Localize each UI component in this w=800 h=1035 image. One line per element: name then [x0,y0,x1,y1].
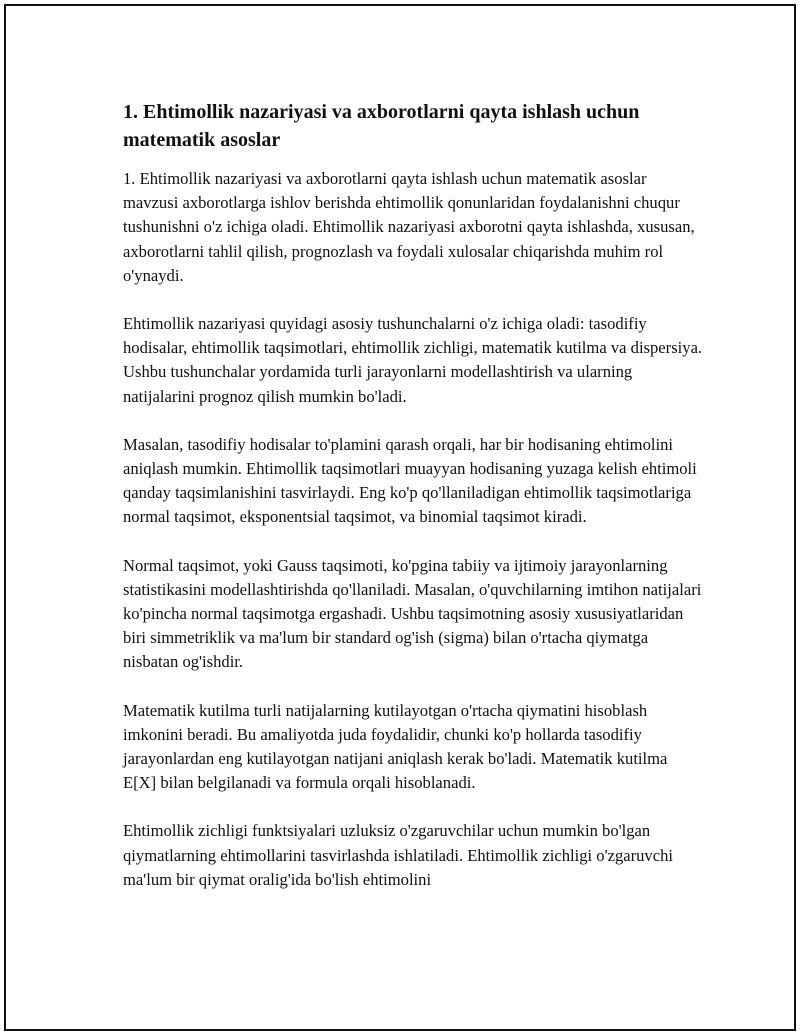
paragraph-random-events: Masalan, tasodifiy hodisalar to'plamini qarash orqali, har bir hodisaning ehtimolini aniqlash mumkin. Ehtimollik taqsimotlari muayyan hodisaning yuzaga kelish ehtimoli qanday taqsimlanishini tasvirlaydi. Eng ko'p qo'llaniladigan ehtimollik taqsimotlariga normal taqsimot, eksponentsial taqsimot, va binomial taqsimot kiradi. [123,434,697,527]
paragraph-introduction: 1. Ehtimollik nazariyasi va axborotlarni qayta ishlash uchun matematik asoslar mavzusi axborotlarga ishlov berishda ehtimollik qonunlaridan foydalanishni chuqur tushunishni o'z ichiga oladi. Ehtimollik nazariyasi axborotni qayta ishlashda, xususan, axborotlarni tahlil qilish, prognozlash va foydali xulosalar chiqarishda muhim rol o'ynaydi. [123,169,695,285]
document-title: 1. Ehtimollik nazariyasi va axborotlarni qayta ishlash uchun matematik asoslar [123,101,640,151]
page-frame [4,4,796,1031]
paragraph-normal-distribution: Normal taqsimot, yoki Gauss taqsimoti, ko'pgina tabiiy va ijtimoiy jarayonlarning statistikasini modellashtirishda qo'llaniladi. Masalan, o'quvchilarning imtihon natijalari ko'pincha normal taqsimotga ergashadi. Ushbu taqsimotning asosiy xususiyatlaridan biri simmetriklik va ma'lum bir standard og'ish (sigma) bilan o'rtacha qiymatga nisbatan og'ishdir. [123,555,702,672]
paragraph-basic-concepts: Ehtimollik nazariyasi quyidagi asosiy tushunchalarni o'z ichiga oladi: tasodifiy hodisalar, ehtimollik taqsimotlari, ehtimollik zichligi, matematik kutilma va dispersiya. Ushbu tushunchalar yordamida turli jarayonlarni modellashtirish va ularning natijalarini prognoz qilish mumkin bo'ladi. [123,314,703,406]
paragraph-probability-density: Ehtimollik zichligi funktsiyalari uzluksiz o'zgaruvchilar uchun mumkin bo'lgan qiymatlarning ehtimollarini tasvirlashda ishlatiladi. Ehtimollik zichligi o'zgaruvchi ma'lum bir qiymat oralig'ida bo'lish ehtimolini [123,821,674,889]
document-body [123,98,703,892]
paragraph-expected-value: Matematik kutilma turli natijalarning kutilayotgan o'rtacha qiymatini hisoblash imkonini beradi. Bu amaliyotda juda foydalidir, chunki ko'p hollarda tasodifiy jarayonlardan eng kutilayotgan natijani aniqlash kerak bo'ladi. Matematik kutilma E[X] bilan belgilanadi va formula orqali hisoblanadi. [123,700,668,793]
